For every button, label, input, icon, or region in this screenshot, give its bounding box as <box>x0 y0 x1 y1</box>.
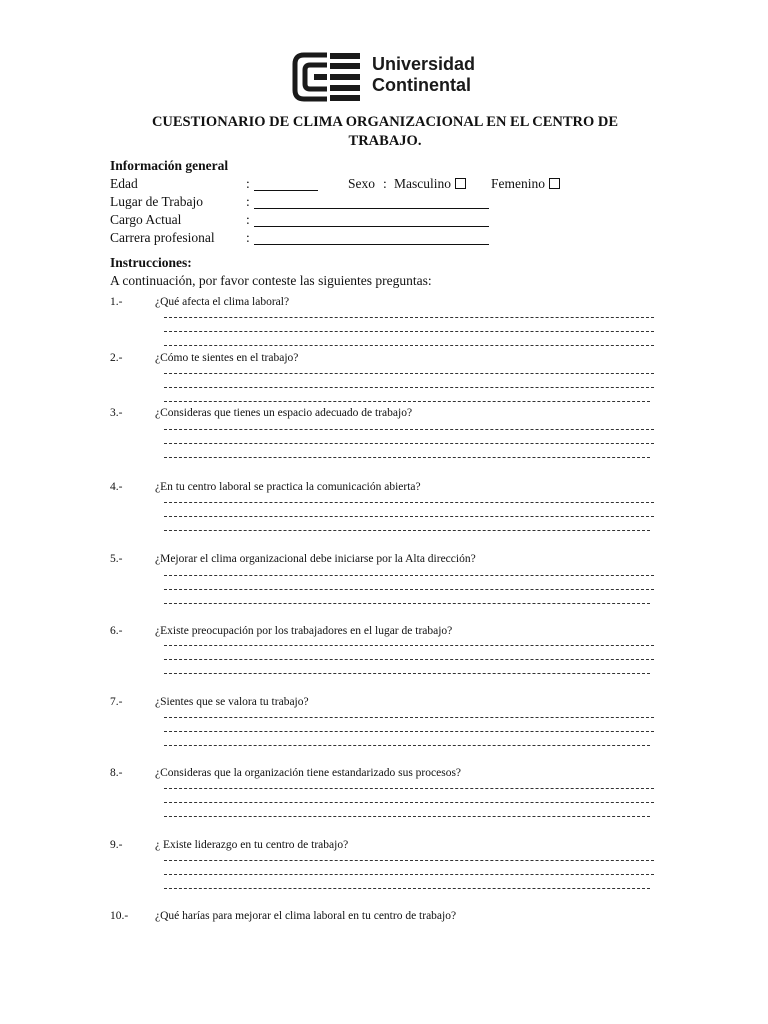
answer-line[interactable] <box>164 673 650 674</box>
workplace-label: Lugar de Trabajo <box>110 194 203 209</box>
question-number: 7.- <box>110 696 123 708</box>
question-text: ¿Consideras que la organización tiene estandarizado sus procesos? <box>155 767 462 779</box>
workplace-colon: : <box>246 194 250 209</box>
question-text: ¿Consideras que tienes un espacio adecuado de trabajo? <box>155 407 413 419</box>
question-number: 1.- <box>110 296 123 308</box>
position-colon: : <box>246 212 250 227</box>
answer-line[interactable] <box>164 331 654 332</box>
answer-line[interactable] <box>164 589 654 590</box>
answer-line[interactable] <box>164 530 650 531</box>
question-number: 2.- <box>110 352 123 364</box>
title-line2: TRABAJO. <box>348 133 422 149</box>
answer-line[interactable] <box>164 516 654 517</box>
general-info-heading: Información general <box>110 158 229 173</box>
question-number: 9.- <box>110 839 123 851</box>
question-text: ¿ Existe liderazgo en tu centro de trabajo? <box>155 839 349 851</box>
answer-line[interactable] <box>164 345 654 346</box>
sex-label: Sexo <box>348 176 375 191</box>
university-name <box>372 54 475 96</box>
male-option <box>394 176 466 192</box>
answer-line[interactable] <box>164 816 650 817</box>
instructions-text: A continuación, por favor conteste las siguientes preguntas: <box>110 273 432 288</box>
sex-colon: : <box>383 176 387 191</box>
question-text: ¿Existe preocupación por los trabajadores en el lugar de trabajo? <box>155 625 453 637</box>
career-label: Carrera profesional <box>110 230 215 245</box>
instructions-heading: Instrucciones: <box>110 255 192 270</box>
question-text: ¿Cómo te sientes en el trabajo? <box>155 352 299 364</box>
answer-line[interactable] <box>164 429 654 430</box>
question-number: 10.- <box>110 910 129 922</box>
question-number: 3.- <box>110 407 123 419</box>
female-label: Femenino <box>491 176 545 191</box>
age-colon: : <box>246 176 250 191</box>
question-text: ¿Qué harías para mejorar el clima laboral en tu centro de trabajo? <box>155 910 457 922</box>
answer-line[interactable] <box>164 717 654 718</box>
question-number: 8.- <box>110 767 123 779</box>
answer-line[interactable] <box>164 373 654 374</box>
answer-line[interactable] <box>164 745 650 746</box>
answer-line[interactable] <box>164 645 654 646</box>
answer-line[interactable] <box>164 874 654 875</box>
question-text: ¿Sientes que se valora tu trabajo? <box>155 696 309 708</box>
answer-line[interactable] <box>164 443 654 444</box>
answer-line[interactable] <box>164 860 654 861</box>
title-line1: CUESTIONARIO DE CLIMA ORGANIZACIONAL EN EL CENTRO DE <box>151 114 619 130</box>
career-colon: : <box>246 230 250 245</box>
answer-line[interactable] <box>164 603 650 604</box>
age-label: Edad <box>110 176 138 191</box>
answer-line[interactable] <box>164 457 650 458</box>
question-number: 6.- <box>110 625 123 637</box>
answer-line[interactable] <box>164 731 654 732</box>
female-checkbox[interactable] <box>549 178 560 189</box>
university-name-line1: Universidad <box>372 54 476 74</box>
workplace-field[interactable] <box>254 196 489 209</box>
answer-line[interactable] <box>164 401 650 402</box>
question-text: ¿Qué afecta el clima laboral? <box>155 296 290 308</box>
answer-line[interactable] <box>164 502 654 503</box>
answer-line[interactable] <box>164 575 654 576</box>
answer-line[interactable] <box>164 802 654 803</box>
career-field[interactable] <box>254 232 489 245</box>
female-option <box>491 176 560 192</box>
university-name-line2: Continental <box>372 75 471 95</box>
age-field[interactable] <box>254 178 318 191</box>
university-logo-icon <box>292 52 362 102</box>
male-label: Masculino <box>394 176 451 191</box>
question-number: 4.- <box>110 481 123 493</box>
answer-line[interactable] <box>164 659 654 660</box>
answer-line[interactable] <box>164 317 654 318</box>
male-checkbox[interactable] <box>455 178 466 189</box>
answer-line[interactable] <box>164 387 654 388</box>
question-number: 5.- <box>110 553 123 565</box>
answer-line[interactable] <box>164 788 654 789</box>
question-text: ¿En tu centro laboral se practica la comunicación abierta? <box>155 481 421 493</box>
position-field[interactable] <box>254 214 489 227</box>
page-title <box>100 113 670 151</box>
question-text: ¿Mejorar el clima organizacional debe iniciarse por la Alta dirección? <box>155 553 476 565</box>
position-label: Cargo Actual <box>110 212 182 227</box>
answer-line[interactable] <box>164 888 650 889</box>
